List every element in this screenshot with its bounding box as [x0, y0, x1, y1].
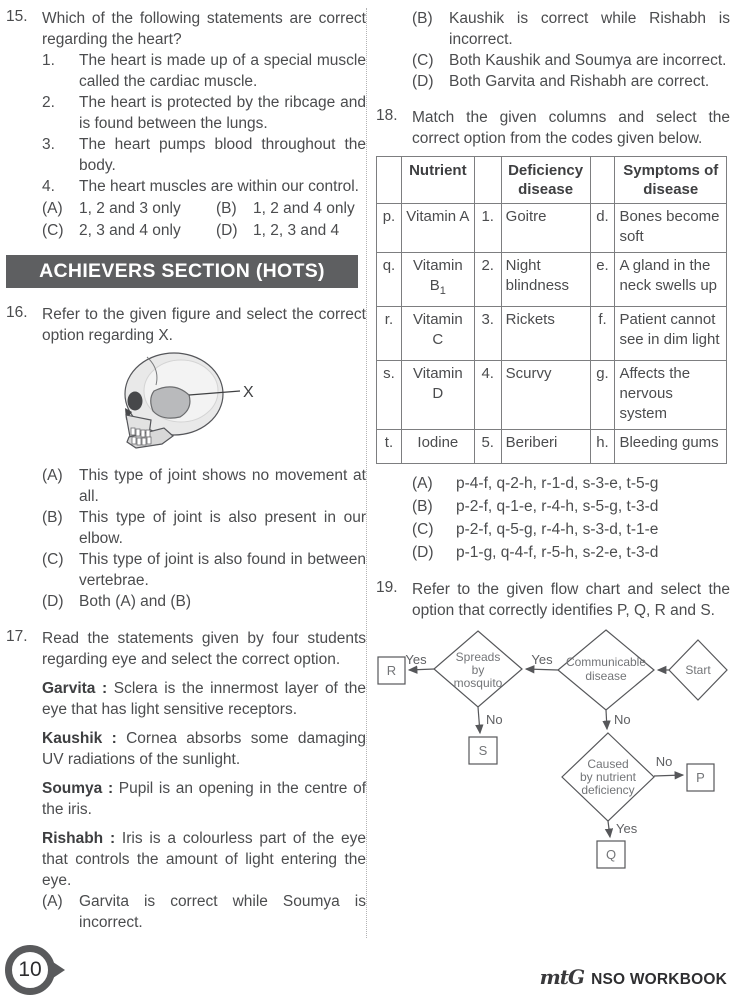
question-number: 19. [376, 579, 398, 596]
option-d [216, 220, 366, 241]
option-text: p-2-f, q-1-e, r-4-h, s-5-g, t-3-d [456, 498, 659, 515]
student-statement [42, 778, 366, 820]
statement [42, 176, 366, 197]
question-15 [6, 8, 366, 241]
option-text: This type of joint is also found in between vertebrae. [79, 551, 366, 589]
question-number: 16. [6, 304, 28, 321]
q17-option-c [412, 50, 730, 71]
option-label: (A) [42, 467, 63, 484]
header-nutrient: Nutrient [401, 157, 474, 204]
s-label: S [478, 743, 488, 758]
right-column [367, 8, 730, 938]
option-text: This type of joint is also present in our elbow. [79, 509, 366, 547]
table-row: s. Vitamin D 4. Scurvy g. Affects the nervous system [377, 361, 727, 430]
statement-text: The heart is made up of a special muscle called the cardiac muscle. [79, 52, 366, 90]
mtg-logo: mtG [539, 965, 585, 989]
table-row: p. Vitamin A 1. Goitre d. Bones become soft [377, 204, 727, 253]
start-label: Start [685, 663, 711, 677]
arrow-communicable-caused [606, 710, 607, 729]
statement-number: 2. [42, 94, 55, 111]
q17-option-b [412, 8, 730, 50]
option-a [42, 198, 216, 219]
question-body [42, 628, 366, 933]
caused-label: Caused by nutrient deficiency [579, 757, 637, 797]
option-text: Both Garvita and Rishabh are correct. [449, 73, 710, 90]
achievers-section-banner: ACHIEVERS SECTION (HOTS) [6, 255, 358, 288]
option-label: (A) [42, 893, 63, 910]
statement [42, 50, 366, 92]
student-statement [42, 828, 366, 891]
option-label: (A) [412, 475, 433, 492]
skull-image [94, 351, 256, 451]
statement [42, 134, 366, 176]
arrow-spreads-r [409, 669, 434, 670]
code-option-a [412, 472, 730, 495]
student-statement [42, 728, 366, 770]
option-c [42, 220, 216, 241]
q19-flowchart [376, 625, 730, 873]
option-a [42, 465, 366, 507]
statement-number: 1. [42, 52, 55, 69]
option-label: (B) [412, 498, 433, 515]
edge-label-no: No [655, 754, 673, 769]
table-row: t. Iodine 5. Beriberi h. Bleeding gums [377, 430, 727, 464]
communicable-label: Communicable disease [565, 655, 647, 683]
option-label: (C) [412, 521, 434, 538]
statement-text: The heart pumps blood throughout the body. [79, 136, 366, 174]
edge-label-yes: Yes [616, 821, 638, 836]
statement-text: The heart muscles are within our control. [79, 178, 359, 195]
page-number: 10 [18, 958, 42, 981]
option-a [42, 891, 366, 933]
spreads-label: Spreads by mosquito [453, 650, 503, 690]
option-label: (D) [216, 222, 238, 239]
page-number-badge [5, 945, 55, 995]
q-label: Q [605, 847, 617, 862]
question-16 [6, 304, 366, 612]
student-text: Sclera is the innermost layer of the eye that has light sensitive receptors. [42, 680, 366, 718]
question-text: Refer to the given figure and select the correct option regarding X. [42, 306, 366, 344]
student-text: Cornea absorbs some damaging UV radiations of the sunlight. [42, 730, 367, 768]
question-text: Which of the following statements are correct regarding the heart? [42, 10, 366, 48]
option-text: Garvita is correct while Soumya is incorrect. [79, 893, 366, 931]
statement-text: The heart is protected by the ribcage and is found between the lungs. [79, 94, 366, 132]
question-text: Read the statements given by four students regarding eye and select the correct option. [42, 630, 366, 668]
option-label: (B) [42, 509, 63, 526]
student-text: Pupil is an opening in the centre of the iris. [42, 780, 366, 818]
option-text: Both Kaushik and Soumya are incorrect. [449, 52, 727, 69]
option-text: Kaushik is correct while Rishabh is incorrect. [449, 10, 730, 48]
option-b [42, 507, 366, 549]
option-label: (A) [42, 200, 63, 217]
edge-label-yes: Yes [531, 652, 553, 667]
skull-eye-socket [128, 392, 143, 411]
option-text: p-4-f, q-2-h, r-1-d, s-3-e, t-5-g [456, 475, 659, 492]
option-b [216, 198, 366, 219]
edge-label-no: No [614, 712, 631, 727]
skull-temporal-region [151, 387, 190, 418]
student-statement [42, 678, 366, 720]
code-option-b [412, 495, 730, 518]
r-label: R [386, 663, 397, 678]
code-option-c [412, 518, 730, 541]
student-name: Rishabh : [42, 830, 116, 847]
question-19 [376, 579, 730, 621]
option-text: p-1-g, q-4-f, r-5-h, s-2-e, t-3-d [456, 544, 659, 561]
option-d [42, 591, 366, 612]
question-text: Refer to the given flow chart and select the option that correctly identifies P, Q, R and S. [412, 581, 730, 619]
student-name: Soumya : [42, 780, 114, 797]
options-row [42, 220, 366, 241]
option-c [42, 549, 366, 591]
p-label: P [696, 770, 705, 785]
option-label: (C) [42, 222, 64, 239]
arrow-caused-p [654, 775, 683, 776]
arrow-spreads-s [478, 707, 480, 733]
statement-number: 4. [42, 178, 55, 195]
left-column [6, 8, 367, 938]
footer-brand [540, 965, 727, 989]
table-header-row [377, 157, 727, 204]
option-label: (B) [216, 200, 237, 217]
edge-label-no: No [486, 712, 503, 727]
question-text: Match the given columns and select the correct option from the codes given below. [412, 109, 730, 147]
header-symptoms: Symptoms of disease [615, 157, 727, 204]
student-name: Garvita : [42, 680, 108, 697]
option-text: 2, 3 and 4 only [79, 222, 181, 239]
question-number: 18. [376, 107, 398, 124]
option-text: p-2-f, q-5-g, r-4-h, s-3-d, t-1-e [456, 521, 659, 538]
option-label: (D) [412, 544, 434, 561]
question-18 [376, 107, 730, 149]
q17-option-d [412, 71, 730, 92]
student-name: Kaushik : [42, 730, 117, 747]
question-body [42, 8, 366, 241]
student-text: Iris is a colourless part of the eye that controls the amount of light entering the eye. [42, 830, 366, 889]
question-number: 15. [6, 8, 28, 25]
options-row [42, 198, 366, 219]
arrow-communicable-spreads [526, 669, 558, 670]
matching-table [376, 156, 727, 464]
table-row: q. Vitamin $B_1$ 2. Night blindness e. A gland in the neck swells up [377, 253, 727, 307]
option-label: (C) [412, 52, 434, 69]
question-body [42, 304, 366, 612]
edge-label-yes: Yes [405, 652, 427, 667]
table-row: r. Vitamin C 3. Rickets f. Patient cannot see in dim light [377, 307, 727, 361]
skull-figure [94, 351, 366, 457]
question-number: 17. [6, 628, 28, 645]
option-label: (C) [42, 551, 64, 568]
figure-label-x: X [243, 384, 254, 401]
statement-number: 3. [42, 136, 55, 153]
workbook-title: NSO WORKBOOK [591, 971, 727, 988]
option-label: (B) [412, 10, 433, 27]
option-text: This type of joint shows no movement at all. [79, 467, 366, 505]
option-label: (D) [42, 593, 64, 610]
question-17 [6, 628, 366, 933]
q18-codes [412, 472, 730, 564]
statement [42, 92, 366, 134]
option-text: 1, 2, 3 and 4 [253, 222, 340, 239]
header-deficiency-disease: Deficiency disease [501, 157, 590, 204]
arrow-caused-q [608, 821, 610, 837]
option-text: Both (A) and (B) [79, 593, 191, 610]
option-text: 1, 2 and 4 only [253, 200, 355, 217]
option-text: 1, 2 and 3 only [79, 200, 181, 217]
code-option-d [412, 541, 730, 564]
option-label: (D) [412, 73, 434, 90]
